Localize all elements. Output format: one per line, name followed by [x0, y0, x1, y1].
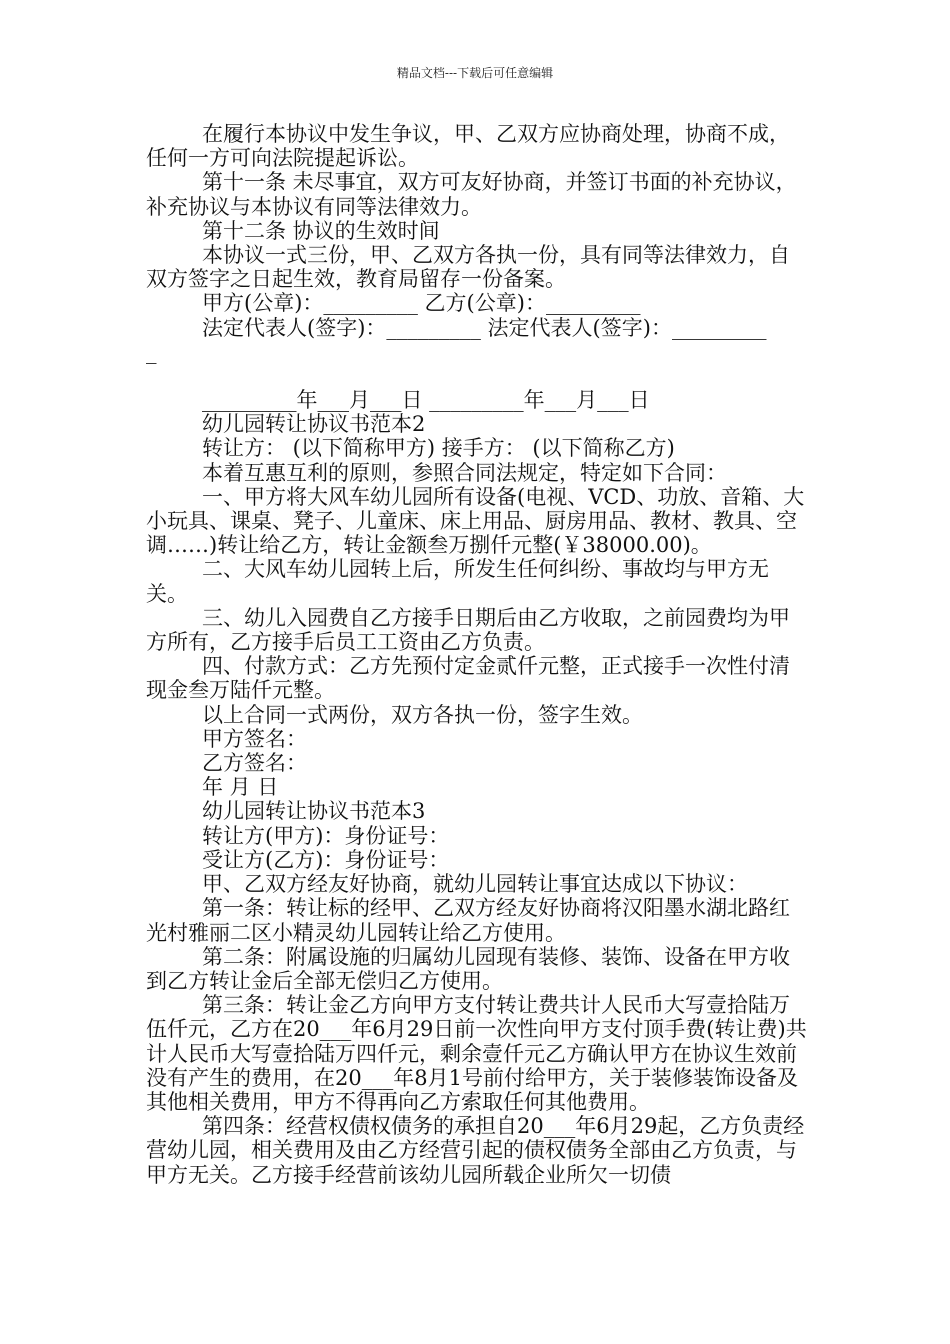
paragraph-effective: 以上合同一式两份，双方各执一份，签字生效。 — [202, 702, 643, 727]
paragraph-article-11: 第十一条 未尽事宜，双方可友好协商，并签订书面的补充协议，补充协议与本协议有同等法律效力。 — [146, 170, 797, 219]
paragraph-transferor: 转让方(甲方)：身份证号： — [202, 823, 450, 848]
paragraph-clause-4: 四、付款方式：乙方先预付定金贰仟元整，正式接手一次性付清现金叁万陆仟元整。 — [146, 654, 790, 703]
paragraph-underscore: _ — [146, 339, 157, 364]
paragraph-copies: 本协议一式三份，甲、乙双方各执一份，具有同等法律效力，自双方签字之日起生效，教育局留存一份备案。 — [146, 243, 790, 292]
paragraph-principle: 本着互惠互利的原则，参照合同法规定，特定如下合同： — [202, 460, 727, 485]
paragraph-dates: _________年___月___日 _________年___月___日 — [202, 388, 650, 413]
paragraph-article-2: 第二条：附属设施的归属幼儿园现有装修、装饰、设备在甲方收到乙方转让金后全部无偿归乙方使用。 — [146, 944, 790, 993]
paragraph-article-4: 第四条：经营权债权债务的承担自20___年6月29起，乙方负责经营幼儿园，相关费用及由乙方经营引起的债权债务全部由乙方负责，与甲方无关。乙方接手经营前该幼儿园所载企业所欠一切债 — [146, 1114, 805, 1187]
paragraph-clause-3: 三、幼儿入园费自乙方接手日期后由乙方收取，之前园费均为甲方所有，乙方接手后员工工资由乙方负责。 — [146, 605, 790, 655]
paragraph-parties-2: 转让方： (以下简称甲方) 接手方： (以下简称乙方) — [202, 436, 675, 461]
document-body — [146, 122, 808, 1187]
paragraph-article-3: 第三条：转让金乙方向甲方支付转让费共计人民币大写壹拾陆万伍仟元，乙方在20___年6月29日前一次性向甲方支付顶手费(转让费)共计人民币大写壹拾陆万四仟元，剩余壹仟元乙方确认甲方在协议生效前没有产生的费用，在20___年8月1号前付给甲方，关于装修装饰设备及其他相关费用，甲方不得再向乙方索取任何其他费用。 — [146, 993, 807, 1114]
page-header: 精品文档---下载后可任意编辑 — [396, 66, 554, 80]
paragraph-sign-a: 甲方签名： — [202, 726, 307, 751]
paragraph-representatives: 法定代表人(签字)：_________ 法定代表人(签字)：_________ — [202, 315, 767, 340]
section-title-3: 幼儿园转让协议书范本3 — [202, 799, 426, 824]
paragraph-article-12: 第十二条 协议的生效时间 — [202, 218, 440, 243]
blank-line — [146, 364, 808, 388]
paragraph-seals: 甲方(公章)：_________ 乙方(公章)：_________ — [202, 291, 641, 316]
paragraph-clause-2: 二、大风车幼儿园转上后，所发生任何纠纷、事故均与甲方无关。 — [146, 557, 769, 606]
paragraph-sign-b: 乙方签名： — [202, 751, 307, 776]
paragraph-clause-1: 一、甲方将大风车幼儿园所有设备(电视、VCD、功放、音箱、大小玩具、课桌、凳子、儿童床、床上用品、厨房用品、教材、教具、空调……)转让给乙方，转让金额叁万捌仟元整(￥38000.00)。 — [146, 484, 805, 558]
section-title-2: 幼儿园转让协议书范本2 — [202, 412, 426, 437]
paragraph-article-1: 第一条：转让标的经甲、乙双方经友好协商将汉阳墨水湖北路红光村雅丽二区小精灵幼儿园转让给乙方使用。 — [146, 896, 790, 945]
paragraph-date: 年 月 日 — [202, 775, 279, 800]
paragraph-dispute: 在履行本协议中发生争议，甲、乙双方应协商处理，协商不成，任何一方可向法院提起诉讼。 — [146, 122, 790, 171]
paragraph-agreement: 甲、乙双方经友好协商，就幼儿园转让事宜达成以下协议： — [202, 872, 748, 897]
paragraph-transferee: 受让方(乙方)：身份证号： — [202, 847, 450, 872]
